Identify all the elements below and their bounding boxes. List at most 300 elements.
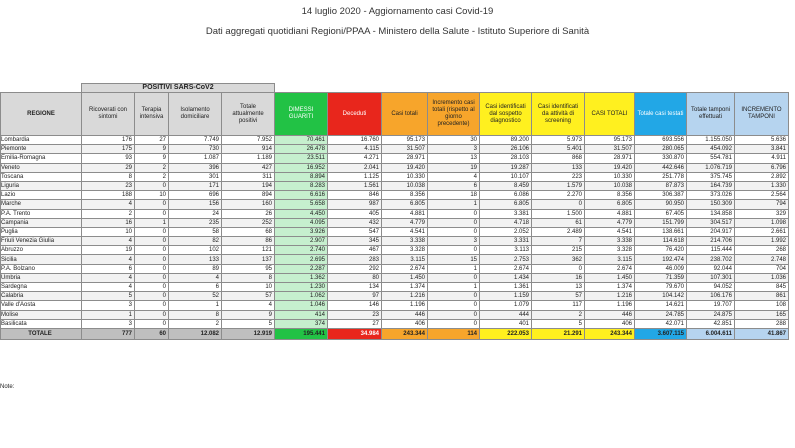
table-cell: 2.661 [735, 227, 789, 236]
table-row [1, 227, 789, 236]
region-name-cell: Emilia-Romagna [1, 154, 82, 163]
table-row [1, 218, 789, 227]
table-cell: 2.695 [275, 255, 328, 264]
table-cell: 156 [169, 200, 222, 209]
table-cell: 137 [222, 255, 275, 264]
table-cell: 133 [169, 255, 222, 264]
table-cell: 16.760 [328, 136, 382, 145]
region-name-cell: Basilicata [1, 319, 82, 328]
table-cell: 2.907 [275, 237, 328, 246]
table-cell: 92.044 [687, 264, 735, 273]
col-header: Casi identificati da attività di screening [532, 93, 585, 136]
table-cell: 1.450 [382, 273, 428, 282]
table-cell: 121 [222, 246, 275, 255]
table-cell: 1.216 [382, 292, 428, 301]
table-cell: 9 [222, 310, 275, 319]
table-cell: 414 [275, 310, 328, 319]
table-cell: 1 [135, 218, 169, 227]
page-title: 14 luglio 2020 - Aggiornamento casi Covid-19 [301, 6, 494, 17]
region-name-cell: Veneto [1, 163, 82, 172]
table-row [1, 292, 789, 301]
table-cell: 306.387 [635, 191, 687, 200]
table-cell: 86 [222, 237, 275, 246]
table-cell: 2.892 [735, 172, 789, 181]
table-cell: 0 [428, 292, 480, 301]
table-row [1, 209, 789, 218]
table-cell: 6.796 [735, 163, 789, 172]
table-cell: 108 [735, 301, 789, 310]
table-cell: 26.106 [480, 145, 532, 154]
table-cell: 8.356 [382, 191, 428, 200]
table-cell: 2.748 [735, 255, 789, 264]
table-cell: 0 [135, 209, 169, 218]
region-name-cell: Marche [1, 200, 82, 209]
col-header: Terapia intensiva [135, 93, 169, 136]
table-cell: 2.674 [382, 264, 428, 273]
table-row [1, 246, 789, 255]
table-cell: 4.881 [382, 209, 428, 218]
region-name-cell: Puglia [1, 227, 82, 236]
table-cell: 204.917 [687, 227, 735, 236]
table-cell: 175 [82, 145, 135, 154]
table-cell: 0 [135, 181, 169, 190]
table-cell: 104.142 [635, 292, 687, 301]
table-cell: 10.038 [585, 181, 635, 190]
table-cell: 3.381 [480, 209, 532, 218]
table-cell: 18 [428, 191, 480, 200]
table-cell: 1.361 [480, 283, 532, 292]
table-cell: 46.009 [635, 264, 687, 273]
table-cell: 19.707 [687, 301, 735, 310]
page-subtitle: Dati aggregati quotidiani Regioni/PPAA - Ministero della Salute - Istituto Superiore di Sanità [205, 26, 590, 37]
table-cell: 861 [735, 292, 789, 301]
table-cell: 95 [222, 264, 275, 273]
table-cell: 8.894 [275, 172, 328, 181]
table-cell: 0 [428, 301, 480, 310]
table-cell: 10 [222, 283, 275, 292]
table-cell: 188 [82, 191, 135, 200]
table-row [1, 200, 789, 209]
totals-cell: 243.344 [382, 328, 428, 339]
col-header: CASI TOTALI [585, 93, 635, 136]
table-cell: 151.799 [635, 218, 687, 227]
table-cell: 3.841 [735, 145, 789, 154]
table-cell: 15 [428, 255, 480, 264]
table-cell: 547 [328, 227, 382, 236]
table-cell: 1.155.050 [687, 136, 735, 145]
notes-label: Note: [0, 384, 15, 390]
table-cell: 27 [328, 319, 382, 328]
table-cell: 280.065 [635, 145, 687, 154]
table-cell: 5 [532, 319, 585, 328]
table-cell: 3.338 [382, 237, 428, 246]
table-cell: 10 [135, 191, 169, 200]
table-cell: 3.115 [382, 255, 428, 264]
table-cell: 6.086 [480, 191, 532, 200]
table-cell: 16 [82, 218, 135, 227]
region-name-cell: Sardegna [1, 283, 82, 292]
table-cell: 10 [82, 227, 135, 236]
col-header: Totale attualmente positivi [222, 93, 275, 136]
table-cell: 704 [735, 264, 789, 273]
table-cell: 1.098 [735, 218, 789, 227]
table-cell: 13 [428, 154, 480, 163]
table-cell: 70.461 [275, 136, 328, 145]
table-cell: 160 [222, 200, 275, 209]
table-cell: 292 [328, 264, 382, 273]
totals-cell: 12.082 [169, 328, 222, 339]
table-cell: 345 [328, 237, 382, 246]
table-cell: 6 [169, 283, 222, 292]
table-cell: 6.616 [275, 191, 328, 200]
table-cell: 19.420 [585, 163, 635, 172]
table-cell: 10.330 [585, 172, 635, 181]
table-cell: 164.739 [687, 181, 735, 190]
table-cell: 26.478 [275, 145, 328, 154]
table-cell: 3 [82, 301, 135, 310]
table-cell: 2.287 [275, 264, 328, 273]
table-cell: 401 [480, 319, 532, 328]
table-cell: 31.507 [382, 145, 428, 154]
table-cell: 3 [428, 237, 480, 246]
table-cell: 2.041 [328, 163, 382, 172]
table-cell: 42.071 [635, 319, 687, 328]
col-header: Isolamento domiciliare [169, 93, 222, 136]
table-cell: 2 [532, 310, 585, 319]
table-cell: 97 [328, 292, 382, 301]
table-cell: 134 [328, 283, 382, 292]
table-cell: 914 [222, 145, 275, 154]
table-cell: 8 [82, 172, 135, 181]
table-cell: 1.036 [735, 273, 789, 282]
table-cell: 9 [135, 145, 169, 154]
table-cell: 2.270 [532, 191, 585, 200]
table-cell: 0 [135, 319, 169, 328]
covid-data-table-container [0, 83, 789, 340]
table-cell: 1.046 [275, 301, 328, 310]
table-row [1, 154, 789, 163]
table-cell: 252 [222, 218, 275, 227]
table-cell: 133 [532, 163, 585, 172]
table-cell: 1.125 [328, 172, 382, 181]
table-cell: 235 [169, 218, 222, 227]
totals-cell: 195.441 [275, 328, 328, 339]
region-name-cell: P.A. Bolzano [1, 264, 82, 273]
table-cell: 171 [169, 181, 222, 190]
table-cell: 1.561 [328, 181, 382, 190]
table-cell: 329 [735, 209, 789, 218]
totals-cell: 34.984 [328, 328, 382, 339]
table-cell: 4.881 [585, 209, 635, 218]
table-cell: 5.973 [532, 136, 585, 145]
col-header: Ricoverati con sintomi [82, 93, 135, 136]
table-cell: 165 [735, 310, 789, 319]
table-cell: 1 [169, 301, 222, 310]
totals-row [1, 328, 789, 339]
table-cell: 3 [428, 145, 480, 154]
table-cell: 5.658 [275, 200, 328, 209]
table-cell: 2.674 [585, 264, 635, 273]
table-cell: 138.661 [635, 227, 687, 236]
table-cell: 3.115 [585, 255, 635, 264]
totals-cell: 114 [428, 328, 480, 339]
table-cell: 14.621 [635, 301, 687, 310]
table-cell: 0 [135, 255, 169, 264]
table-cell: 6.805 [382, 200, 428, 209]
table-cell: 87.873 [635, 181, 687, 190]
col-header: Casi totali [382, 93, 428, 136]
table-cell: 115.444 [687, 246, 735, 255]
table-cell: 79.670 [635, 283, 687, 292]
table-cell: 176 [82, 136, 135, 145]
table-cell: 89 [169, 264, 222, 273]
table-cell: 1.087 [169, 154, 222, 163]
table-cell: 4.718 [480, 218, 532, 227]
table-cell: 7.749 [169, 136, 222, 145]
table-cell: 405 [328, 209, 382, 218]
table-cell: 107.301 [687, 273, 735, 282]
table-cell: 4 [428, 172, 480, 181]
table-cell: 57 [532, 292, 585, 301]
table-cell: 0 [135, 310, 169, 319]
table-cell: 6 [82, 264, 135, 273]
table-cell: 696 [169, 191, 222, 200]
col-header: Totale tamponi effettuati [687, 93, 735, 136]
table-cell: 0 [428, 319, 480, 328]
table-cell: 2.489 [532, 227, 585, 236]
table-cell: 4 [82, 273, 135, 282]
table-cell: 150.309 [687, 200, 735, 209]
table-cell: 19 [428, 163, 480, 172]
region-name-cell: Abruzzo [1, 246, 82, 255]
table-cell: 1.196 [585, 301, 635, 310]
table-cell: 8 [169, 310, 222, 319]
table-cell: 3.926 [275, 227, 328, 236]
table-row [1, 172, 789, 181]
col-header: Totale casi testati [635, 93, 687, 136]
table-cell: 2 [169, 319, 222, 328]
table-cell: 5.401 [532, 145, 585, 154]
table-cell: 76.420 [635, 246, 687, 255]
region-name-cell: Sicilia [1, 255, 82, 264]
table-cell: 24 [169, 209, 222, 218]
table-cell: 0 [532, 264, 585, 273]
table-cell: 0 [428, 310, 480, 319]
table-cell: 2.753 [480, 255, 532, 264]
table-cell: 0 [135, 273, 169, 282]
table-cell: 80 [328, 273, 382, 282]
table-cell: 4.450 [275, 209, 328, 218]
table-cell: 1.330 [735, 181, 789, 190]
table-cell: 29 [82, 163, 135, 172]
table-cell: 1.189 [222, 154, 275, 163]
col-header: INCREMENTO TAMPONI [735, 93, 789, 136]
region-name-cell: Lombardia [1, 136, 82, 145]
region-name-cell: Toscana [1, 172, 82, 181]
table-cell: 3 [82, 319, 135, 328]
table-cell: 8.283 [275, 181, 328, 190]
table-cell: 1.196 [382, 301, 428, 310]
table-cell: 3.328 [585, 246, 635, 255]
table-cell: 794 [735, 200, 789, 209]
table-cell: 61 [532, 218, 585, 227]
table-cell: 0 [135, 264, 169, 273]
table-cell: 1 [428, 200, 480, 209]
table-cell: 4.779 [382, 218, 428, 227]
table-cell: 1.062 [275, 292, 328, 301]
table-cell: 194 [222, 181, 275, 190]
region-name-cell: Friuli Venezia Giulia [1, 237, 82, 246]
table-cell: 13 [532, 283, 585, 292]
table-row [1, 273, 789, 282]
table-cell: 7 [532, 237, 585, 246]
table-cell: 442.646 [635, 163, 687, 172]
table-cell: 467 [328, 246, 382, 255]
table-cell: 31.507 [585, 145, 635, 154]
totals-cell: 3.607.115 [635, 328, 687, 339]
table-cell: 8.356 [585, 191, 635, 200]
table-cell: 894 [222, 191, 275, 200]
table-cell: 330.870 [635, 154, 687, 163]
table-cell: 1.374 [585, 283, 635, 292]
table-cell: 0 [428, 218, 480, 227]
table-cell: 192.474 [635, 255, 687, 264]
table-cell: 19 [82, 246, 135, 255]
region-name-cell: Campania [1, 218, 82, 227]
table-cell: 2 [82, 209, 135, 218]
table-cell: 0 [428, 227, 480, 236]
table-cell: 57 [222, 292, 275, 301]
totals-label: TOTALE [1, 328, 82, 339]
table-cell: 24.875 [687, 310, 735, 319]
table-cell: 693.556 [635, 136, 687, 145]
table-row [1, 163, 789, 172]
table-cell: 554.781 [687, 154, 735, 163]
table-cell: 0 [428, 209, 480, 218]
table-cell: 4.541 [382, 227, 428, 236]
table-cell: 1.362 [275, 273, 328, 282]
table-cell: 2.564 [735, 191, 789, 200]
table-cell: 223 [532, 172, 585, 181]
table-cell: 1.579 [532, 181, 585, 190]
table-cell: 16 [532, 273, 585, 282]
table-cell: 374 [275, 319, 328, 328]
table-cell: 1.079 [480, 301, 532, 310]
table-cell: 446 [585, 310, 635, 319]
table-cell: 10.330 [382, 172, 428, 181]
table-cell: 24.785 [635, 310, 687, 319]
table-cell: 268 [735, 246, 789, 255]
table-cell: 373.026 [687, 191, 735, 200]
table-cell: 19.420 [382, 163, 428, 172]
table-cell: 4.779 [585, 218, 635, 227]
table-cell: 987 [328, 200, 382, 209]
table-cell: 0 [428, 273, 480, 282]
table-cell: 93 [82, 154, 135, 163]
table-cell: 27 [135, 136, 169, 145]
table-cell: 1.159 [480, 292, 532, 301]
table-cell: 2.674 [480, 264, 532, 273]
table-cell: 2 [135, 172, 169, 181]
totals-cell: 60 [135, 328, 169, 339]
table-cell: 0 [532, 200, 585, 209]
table-cell: 2.052 [480, 227, 532, 236]
totals-cell: 243.344 [585, 328, 635, 339]
table-cell: 4.115 [328, 145, 382, 154]
table-cell: 5.636 [735, 136, 789, 145]
region-name-cell: Umbria [1, 273, 82, 282]
totals-cell: 222.053 [480, 328, 532, 339]
table-row [1, 301, 789, 310]
col-header: REGIONE [1, 93, 82, 136]
table-cell: 427 [222, 163, 275, 172]
table-cell: 0 [135, 283, 169, 292]
table-cell: 1.230 [275, 283, 328, 292]
table-cell: 3.338 [585, 237, 635, 246]
table-cell: 3.331 [480, 237, 532, 246]
table-cell: 23 [328, 310, 382, 319]
table-cell: 215 [532, 246, 585, 255]
table-row [1, 310, 789, 319]
table-cell: 114.618 [635, 237, 687, 246]
table-cell: 28.971 [382, 154, 428, 163]
table-cell: 67.405 [635, 209, 687, 218]
region-name-cell: Molise [1, 310, 82, 319]
table-cell: 4.911 [735, 154, 789, 163]
totals-cell: 41.867 [735, 328, 789, 339]
col-header: Casi identificati dal sospetto diagnostico [480, 93, 532, 136]
table-cell: 406 [382, 319, 428, 328]
table-cell: 8 [222, 273, 275, 282]
group-header-positivi: POSITIVI SARS-CoV2 [82, 84, 275, 93]
table-cell: 30 [428, 136, 480, 145]
col-header: Deceduti [328, 93, 382, 136]
table-cell: 94.052 [687, 283, 735, 292]
table-cell: 146 [328, 301, 382, 310]
table-cell: 95.173 [382, 136, 428, 145]
region-name-cell: Lazio [1, 191, 82, 200]
table-cell: 446 [382, 310, 428, 319]
table-cell: 58 [169, 227, 222, 236]
table-cell: 0 [135, 200, 169, 209]
table-cell: 4 [82, 255, 135, 264]
table-cell: 288 [735, 319, 789, 328]
table-cell: 2 [135, 163, 169, 172]
table-cell: 251.778 [635, 172, 687, 181]
table-cell: 406 [585, 319, 635, 328]
table-cell: 52 [169, 292, 222, 301]
table-cell: 845 [735, 283, 789, 292]
table-row [1, 145, 789, 154]
table-cell: 2.740 [275, 246, 328, 255]
table-cell: 8.459 [480, 181, 532, 190]
region-name-cell: Valle d'Aosta [1, 301, 82, 310]
table-cell: 1 [428, 283, 480, 292]
table-cell: 0 [135, 237, 169, 246]
totals-cell: 21.291 [532, 328, 585, 339]
table-row [1, 255, 789, 264]
table-cell: 1.374 [382, 283, 428, 292]
table-cell: 846 [328, 191, 382, 200]
table-row [1, 264, 789, 273]
table-cell: 454.092 [687, 145, 735, 154]
table-cell: 396 [169, 163, 222, 172]
table-cell: 23 [82, 181, 135, 190]
col-header: DIMESSI GUARITI [275, 93, 328, 136]
table-cell: 0 [428, 246, 480, 255]
table-cell: 28.103 [480, 154, 532, 163]
table-cell: 3.113 [480, 246, 532, 255]
